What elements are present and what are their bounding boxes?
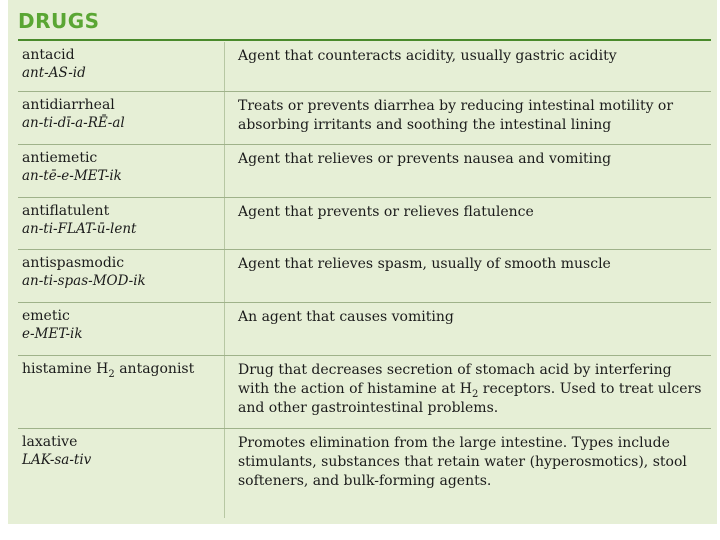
definition-part: Drug that decreases secretion of stomach acid by interfering with the action of histamine at H [238, 362, 672, 397]
table-row-antiemetic [18, 145, 711, 198]
term-pronunciation: an-ti-spas-MOD-ik [22, 273, 146, 289]
term-cell [22, 254, 222, 290]
term-pronunciation: an-ti-FLAT-ū-lent [22, 221, 137, 237]
term-cell [22, 149, 222, 185]
term-pronunciation: an-ti-dī-a-RĒ-al [22, 115, 125, 131]
term-name: antacid [22, 47, 75, 63]
definition-cell [238, 361, 707, 418]
term-name-part: antagonist [114, 361, 195, 377]
definition-cell: Agent that counteracts acidity, usually gastric acidity [238, 48, 617, 64]
definition-cell: Promotes elimination from the large intestine. Types include stimulants, substances that retain water (hyperosmotics), stool softeners, and bulk-forming agents. [238, 435, 687, 489]
term-cell [22, 46, 222, 82]
definition-subscript: 2 [471, 388, 479, 400]
term-name: emetic [22, 308, 70, 324]
term-name: antidiarrheal [22, 97, 115, 113]
table-row-antiflatulent [18, 198, 711, 250]
term-pronunciation: ant-AS-id [22, 65, 86, 81]
term-cell [22, 202, 222, 238]
definition-part: receptors. Used to treat ulcers and other gastrointestinal problems. [238, 381, 702, 416]
definition-cell: Agent that relieves spasm, usually of smooth muscle [238, 256, 611, 272]
term-name: antiemetic [22, 150, 98, 166]
term-name: laxative [22, 434, 78, 450]
term-cell [22, 96, 222, 132]
term-name [22, 360, 222, 378]
table-row-histamine-h2-antagonist [18, 356, 711, 429]
term-cell [22, 307, 222, 343]
table-row-laxative [18, 429, 711, 509]
drugs-table-panel [8, 0, 717, 524]
term-cell [22, 433, 222, 469]
definition-cell: An agent that causes vomiting [238, 309, 454, 325]
term-name: antispasmodic [22, 255, 125, 271]
header-rule [18, 39, 711, 41]
table-row-emetic [18, 303, 711, 356]
term-name-part: histamine H [22, 361, 109, 377]
term-cell [22, 360, 222, 378]
term-name: antiflatulent [22, 203, 110, 219]
definition-cell: Agent that prevents or relieves flatulence [238, 204, 534, 220]
definition-cell: Agent that relieves or prevents nausea and vomiting [238, 151, 612, 167]
table-row-antacid [18, 42, 711, 92]
definition-cell: Treats or prevents diarrhea by reducing intestinal motility or absorbing irritants and soothing the intestinal lining [238, 98, 674, 133]
term-pronunciation: e-MET-ik [22, 326, 83, 342]
table-row-antispasmodic [18, 250, 711, 303]
table-title: DRUGS [18, 9, 100, 33]
term-pronunciation: LAK-sa-tiv [22, 452, 92, 468]
term-subscript: 2 [108, 368, 115, 380]
term-pronunciation: an-tē-e-MET-ik [22, 168, 122, 184]
table-row-antidiarrheal [18, 92, 711, 145]
